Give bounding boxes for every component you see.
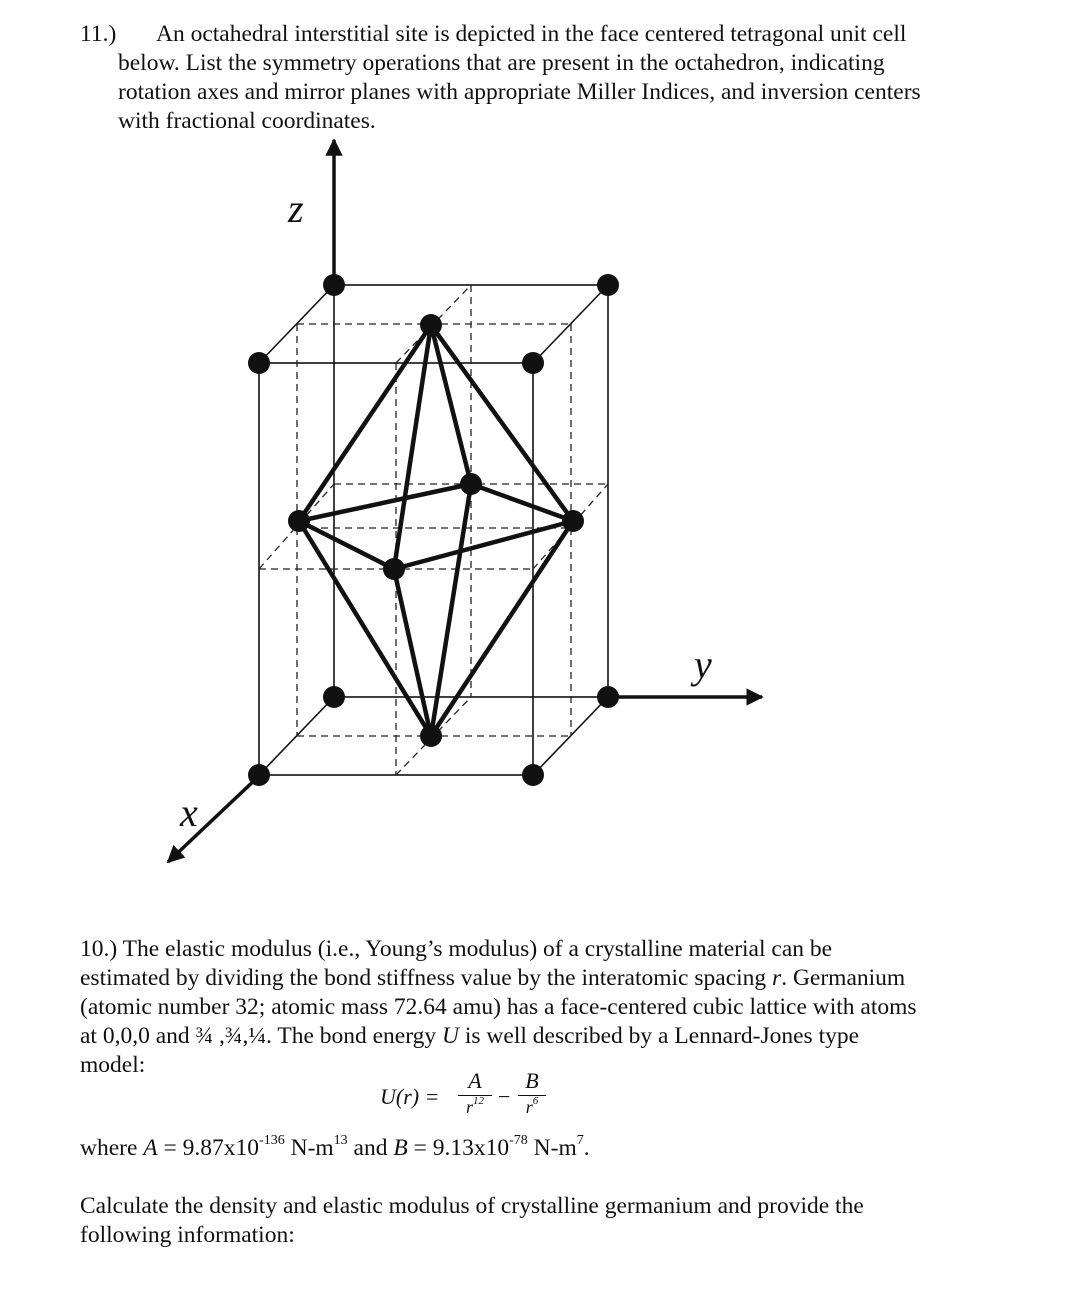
z-axis-label: z	[288, 186, 304, 231]
atom	[323, 686, 345, 708]
equation-minus: −	[498, 1084, 511, 1109]
unit-cell-edges	[259, 285, 608, 775]
question-10-line-4: at 0,0,0 and ¾ ,¾,¼. The bond energy U is well described by a Lennard-Jones type	[80, 1023, 860, 1049]
question-11-line-1: An octahedral interstitial site is depicted in the face centered tetragonal unit cell	[156, 21, 907, 47]
calc-line-1: Calculate the density and elastic modulus of crystalline germanium and provide the	[80, 1193, 864, 1219]
question-10-line-2: estimated by dividing the bond stiffness value by the interatomic spacing r. Germanium	[80, 965, 906, 991]
question-10-line-1: 10.) The elastic modulus (i.e., Young’s modulus) of a crystalline material can be	[80, 936, 833, 962]
atom	[460, 473, 482, 495]
atom	[420, 314, 442, 336]
equation-lhs: U(r) =	[380, 1084, 440, 1109]
question-11-line-4: with fractional coordinates.	[118, 108, 376, 134]
atom	[522, 764, 544, 786]
question-11	[80, 20, 1040, 136]
question-11-line-3: rotation axes and mirror planes with appropriate Miller Indices, and inversion centers	[118, 79, 921, 105]
atom	[597, 686, 619, 708]
question-10-line-3: (atomic number 32; atomic mass 72.64 amu) has a face-centered cubic lattice with atoms	[80, 994, 917, 1020]
unit-cell-figure	[0, 130, 1080, 880]
calculation-instructions	[80, 1192, 1040, 1250]
question-10	[80, 935, 1040, 1080]
x-axis-label: x	[180, 790, 198, 835]
y-axis-label: y	[694, 642, 712, 687]
calc-line-2: following information:	[80, 1222, 295, 1248]
octahedron	[299, 325, 573, 736]
atom	[420, 725, 442, 747]
constants-line: where $A = 9.87x10^{-136}$ $N-m^{13}$ and $B = 9.13x10^{-78}$ $N-m^7$.	[80, 1133, 590, 1161]
atom	[597, 274, 619, 296]
dashed-construction-lines	[259, 285, 608, 775]
question-11-line-2: below. List the symmetry operations that are present in the octahedron, indicating	[118, 50, 885, 76]
atom	[383, 558, 405, 580]
question-10-line-5: model:	[80, 1052, 146, 1078]
fraction-b: B $r^6$	[518, 1068, 546, 1118]
atom	[248, 764, 270, 786]
question-11-number: 11.)	[80, 21, 117, 47]
fraction-a: A $r^{12}$	[458, 1068, 492, 1118]
atom	[522, 352, 544, 374]
atom	[288, 510, 310, 532]
coordinate-axes	[168, 140, 762, 862]
atom	[562, 510, 584, 532]
atom	[323, 274, 345, 296]
atom	[248, 352, 270, 374]
